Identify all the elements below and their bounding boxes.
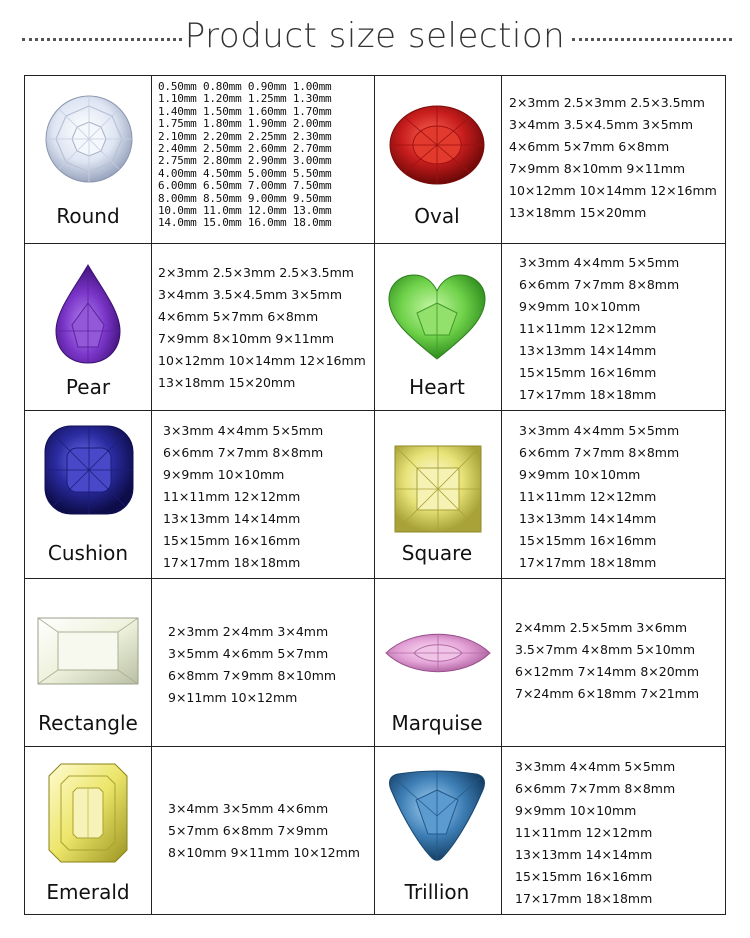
size-line: 7×9mm 8×10mm 9×11mm	[509, 161, 686, 176]
size-line: 3×4mm 3.5×4.5mm 3×5mm	[158, 287, 342, 302]
size-line: 3×5mm 4×6mm 5×7mm	[168, 646, 329, 661]
shape-label-marquise: Marquise	[391, 711, 483, 735]
size-line: 8×10mm 9×11mm 10×12mm	[168, 845, 360, 860]
shape-cell-marquise	[374, 578, 501, 746]
column-divider	[501, 76, 502, 914]
size-line: 0.50mm 0.80mm 0.90mm 1.00mm	[158, 80, 332, 93]
size-table	[24, 75, 726, 915]
pear-gem-icon	[54, 263, 122, 365]
size-line: 17×17mm 18×18mm	[519, 555, 657, 570]
size-list-oval	[509, 92, 717, 224]
size-line: 7×24mm 6×18mm 7×21mm	[515, 686, 700, 701]
size-line: 11×11mm 12×12mm	[515, 825, 653, 840]
size-line: 2.40mm 2.50mm 2.60mm 2.70mm	[158, 142, 332, 156]
size-line: 1.40mm 1.50mm 1.60mm 1.70mm	[158, 104, 332, 118]
size-line: 15×15mm 16×16mm	[515, 869, 653, 884]
size-list-cushion	[163, 420, 323, 574]
size-line: 7×9mm 8×10mm 9×11mm	[158, 331, 335, 346]
size-line: 2×3mm 2×4mm 3×4mm	[168, 624, 329, 639]
shape-label-trillion: Trillion	[404, 880, 470, 904]
size-line: 9×9mm 10×10mm	[163, 467, 285, 482]
shape-label-cushion: Cushion	[47, 541, 129, 565]
size-line: 9×11mm 10×12mm	[168, 690, 298, 705]
size-line: 8.00mm 8.50mm 9.00mm 9.50mm	[158, 191, 332, 205]
size-list-square	[519, 420, 679, 574]
size-line: 13×13mm 14×14mm	[519, 511, 657, 526]
size-line: 3×4mm 3×5mm 4×6mm	[168, 801, 329, 816]
size-line: 15×15mm 16×16mm	[519, 365, 657, 380]
size-line: 13×13mm 14×14mm	[515, 847, 653, 862]
shape-cell-round	[25, 76, 151, 243]
shape-label-emerald: Emerald	[46, 880, 130, 904]
round-gem-icon	[44, 94, 134, 184]
size-line: 11×11mm 12×12mm	[519, 321, 657, 336]
cushion-gem-icon	[43, 424, 135, 516]
shape-label-pear: Pear	[65, 375, 111, 399]
column-divider	[151, 76, 152, 914]
size-line: 2.10mm 2.20mm 2.25mm 2.30mm	[158, 129, 332, 143]
size-line: 17×17mm 18×18mm	[163, 555, 301, 570]
shape-cell-emerald	[25, 746, 151, 914]
size-list-heart	[519, 252, 679, 406]
size-line: 6×6mm 7×7mm 8×8mm	[519, 445, 680, 460]
size-list-marquise	[515, 617, 699, 705]
shape-cell-rectangle	[25, 578, 151, 746]
emerald-gem-icon	[47, 762, 129, 864]
size-list-rectangle	[168, 621, 336, 709]
page-title: Product size selection	[184, 16, 566, 56]
size-line: 5×7mm 6×8mm 7×9mm	[168, 823, 329, 838]
page-header	[0, 12, 750, 68]
shape-cell-oval	[374, 76, 501, 243]
shape-label-round: Round	[56, 204, 120, 228]
rectangle-gem-icon	[36, 616, 140, 686]
shape-label-rectangle: Rectangle	[38, 711, 138, 735]
trillion-gem-icon	[388, 770, 486, 862]
oval-gem-icon	[388, 104, 486, 186]
size-line: 17×17mm 18×18mm	[519, 387, 657, 402]
size-line: 3×4mm 3.5×4.5mm 3×5mm	[509, 117, 693, 132]
size-list-emerald	[168, 798, 360, 864]
size-line: 2×3mm 2.5×3mm 2.5×3.5mm	[509, 95, 705, 110]
size-line: 3×3mm 4×4mm 5×5mm	[515, 759, 676, 774]
shape-cell-pear	[25, 243, 151, 410]
size-line: 15×15mm 16×16mm	[519, 533, 657, 548]
marquise-gem-icon	[384, 626, 492, 680]
size-line: 3.5×7mm 4×8mm 5×10mm	[515, 642, 696, 657]
size-line: 6×6mm 7×7mm 8×8mm	[519, 277, 680, 292]
size-line: 13×18mm 15×20mm	[509, 205, 647, 220]
size-line: 1.10mm 1.20mm 1.25mm 1.30mm	[158, 92, 332, 106]
shape-cell-trillion	[374, 746, 501, 914]
size-line: 3×3mm 4×4mm 5×5mm	[519, 423, 680, 438]
heart-gem-icon	[387, 273, 487, 361]
size-line: 2×3mm 2.5×3mm 2.5×3.5mm	[158, 265, 354, 280]
size-line: 10×12mm 10×14mm 12×16mm	[158, 353, 366, 368]
size-line: 9×9mm 10×10mm	[519, 467, 641, 482]
square-gem-icon	[393, 444, 483, 534]
shape-cell-cushion	[25, 410, 151, 578]
size-line: 6×6mm 7×7mm 8×8mm	[515, 781, 676, 796]
size-list-pear	[158, 262, 366, 394]
shape-cell-heart	[374, 243, 501, 410]
size-line: 6×6mm 7×7mm 8×8mm	[163, 445, 324, 460]
size-line: 2×4mm 2.5×5mm 3×6mm	[515, 620, 688, 635]
size-line: 13×13mm 14×14mm	[163, 511, 301, 526]
size-line: 15×15mm 16×16mm	[163, 533, 301, 548]
size-line: 4×6mm 5×7mm 6×8mm	[509, 139, 670, 154]
shape-label-square: Square	[401, 541, 473, 565]
size-line: 14.0mm 15.0mm 16.0mm 18.0mm	[158, 216, 332, 230]
size-line: 1.75mm 1.80mm 1.90mm 2.00mm	[158, 117, 332, 131]
size-line: 13×18mm 15×20mm	[158, 375, 296, 390]
size-line: 10.0mm 11.0mm 12.0mm 13.0mm	[158, 204, 332, 218]
shape-label-oval: Oval	[414, 204, 460, 228]
size-line: 10×12mm 10×14mm 12×16mm	[509, 183, 717, 198]
header-dots-right	[572, 38, 732, 41]
size-list-round	[158, 81, 331, 230]
size-line: 9×9mm 10×10mm	[515, 803, 637, 818]
size-line: 6×8mm 7×9mm 8×10mm	[168, 668, 337, 683]
shape-cell-square	[374, 410, 501, 578]
size-line: 17×17mm 18×18mm	[515, 891, 653, 906]
size-line: 11×11mm 12×12mm	[163, 489, 301, 504]
size-line: 3×3mm 4×4mm 5×5mm	[163, 423, 324, 438]
size-line: 11×11mm 12×12mm	[519, 489, 657, 504]
size-line: 2.75mm 2.80mm 2.90mm 3.00mm	[158, 154, 332, 168]
size-line: 6.00mm 6.50mm 7.00mm 7.50mm	[158, 179, 332, 193]
shape-label-heart: Heart	[409, 375, 465, 399]
size-line: 6×12mm 7×14mm 8×20mm	[515, 664, 700, 679]
size-list-trillion	[515, 756, 675, 910]
size-line: 9×9mm 10×10mm	[519, 299, 641, 314]
size-line: 4×6mm 5×7mm 6×8mm	[158, 309, 319, 324]
size-line: 4.00mm 4.50mm 5.00mm 5.50mm	[158, 166, 332, 180]
size-line: 3×3mm 4×4mm 5×5mm	[519, 255, 680, 270]
size-line: 13×13mm 14×14mm	[519, 343, 657, 358]
